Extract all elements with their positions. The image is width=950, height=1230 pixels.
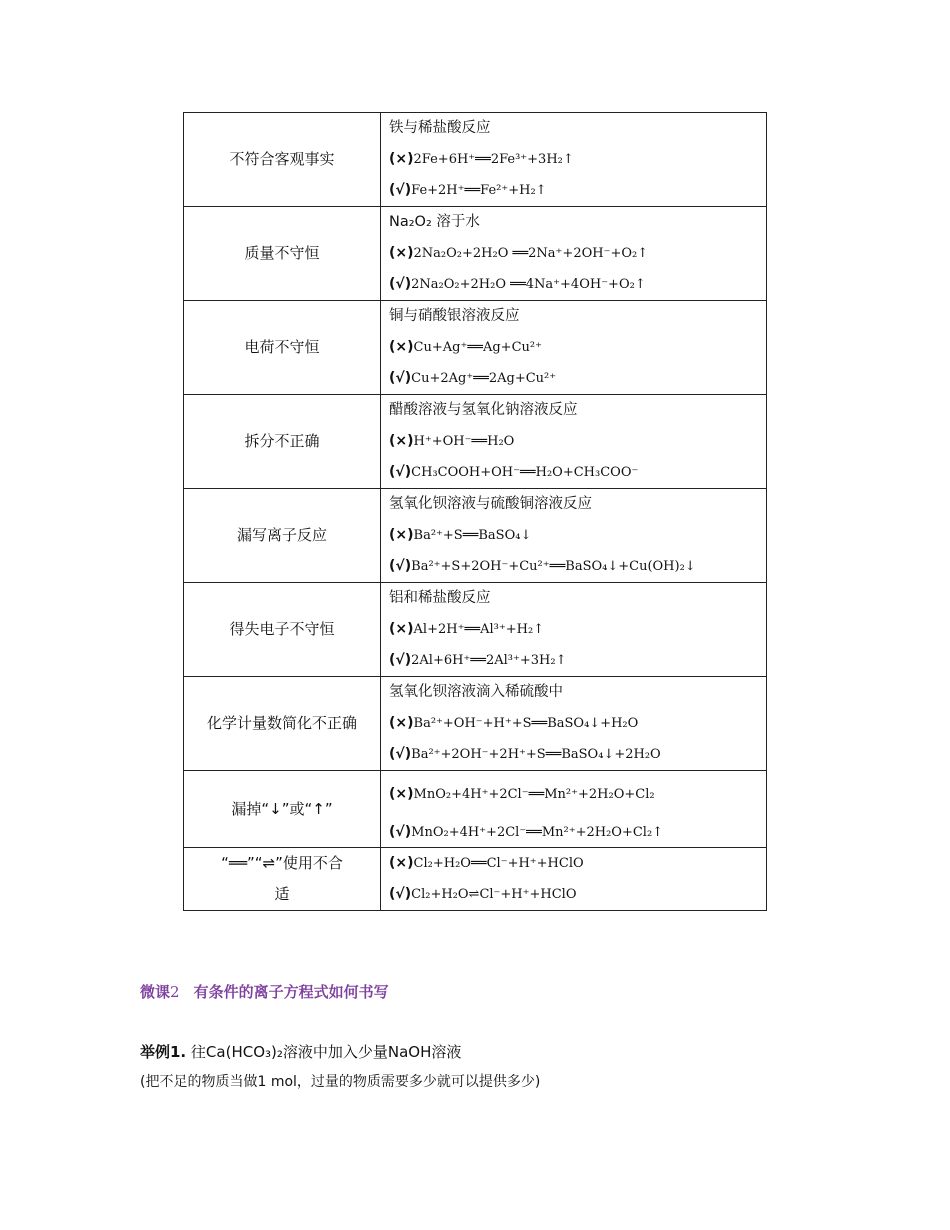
error-category	[184, 848, 381, 911]
ion-equation-error-table	[183, 112, 767, 911]
reaction-title: 醋酸溶液与氢氧化钠溶液反应	[389, 402, 578, 418]
table-row	[184, 583, 767, 677]
example-cell	[381, 677, 767, 771]
right-equation-line	[389, 645, 766, 676]
right-equation: CH₃COOH+OH⁻══H₂O+CH₃COO⁻	[411, 465, 639, 480]
wrong-mark: (×)	[389, 151, 414, 167]
section-title: 有条件的离子方程式如何书写	[193, 983, 389, 1001]
example-line	[140, 1041, 461, 1062]
error-category-line-1: “══”“⇌”使用不合	[221, 854, 343, 872]
example-cell	[381, 771, 767, 848]
error-category: 电荷不守恒	[184, 301, 381, 395]
example-cell	[381, 113, 767, 207]
section-heading	[140, 981, 389, 1002]
right-mark: (√)	[389, 652, 412, 668]
table-row	[184, 848, 767, 911]
wrong-equation: Cu+Ag⁺══Ag+Cu²⁺	[413, 340, 542, 355]
reaction-title: 铝和稀盐酸反应	[389, 590, 491, 606]
wrong-equation-line	[389, 238, 766, 269]
wrong-equation-line	[389, 332, 766, 363]
wrong-equation: Cl₂+H₂O══Cl⁻+H⁺+HClO	[413, 856, 584, 871]
wrong-mark: (×)	[389, 715, 414, 731]
table-row	[184, 113, 767, 207]
wrong-equation: Ba²⁺+S══BaSO₄↓	[413, 528, 532, 543]
right-mark: (√)	[389, 886, 412, 902]
wrong-equation: Al+2H⁺══Al³⁺+H₂↑	[413, 622, 545, 637]
example-cell	[381, 395, 767, 489]
reaction-title: 氢氧化钡溶液滴入稀硫酸中	[389, 684, 563, 700]
right-equation-line	[389, 809, 766, 847]
example-cell	[381, 848, 767, 911]
error-category-line-2: 适	[274, 885, 290, 903]
right-equation-line	[389, 363, 766, 394]
right-equation: Cl₂+H₂O⇌Cl⁻+H⁺+HClO	[411, 887, 577, 902]
right-equation: 2Na₂O₂+2H₂O ══4Na⁺+4OH⁻+O₂↑	[411, 277, 646, 292]
wrong-equation-line	[389, 614, 766, 645]
error-category: 化学计量数简化不正确	[184, 677, 381, 771]
wrong-mark: (×)	[389, 855, 414, 871]
wrong-mark: (×)	[389, 527, 414, 543]
wrong-mark: (×)	[389, 433, 414, 449]
wrong-mark: (×)	[389, 621, 414, 637]
right-equation-line	[389, 457, 766, 488]
wrong-equation-line	[389, 848, 766, 879]
hint-note: (把不足的物质当做1 mol，过量的物质需要多少就可以提供多少)	[140, 1074, 541, 1090]
error-category: 拆分不正确	[184, 395, 381, 489]
example-cell	[381, 207, 767, 301]
right-equation: Ba²⁺+2OH⁻+2H⁺+S══BaSO₄↓+2H₂O	[411, 747, 661, 762]
example-cell	[381, 301, 767, 395]
wrong-equation: H⁺+OH⁻══H₂O	[413, 434, 515, 449]
right-equation: Cu+2Ag⁺══2Ag+Cu²⁺	[411, 371, 557, 386]
reaction-title: 氢氧化钡溶液与硫酸铜溶液反应	[389, 496, 592, 512]
right-mark: (√)	[389, 558, 412, 574]
right-equation: Ba²⁺+S+2OH⁻+Cu²⁺══BaSO₄↓+Cu(OH)₂↓	[411, 559, 696, 574]
right-equation-line	[389, 739, 766, 770]
right-mark: (√)	[389, 824, 412, 840]
right-equation-line	[389, 175, 766, 206]
example-cell	[381, 583, 767, 677]
error-category: 漏写离子反应	[184, 489, 381, 583]
table-row	[184, 489, 767, 583]
section-number: 2	[170, 983, 180, 1001]
example-cell	[381, 489, 767, 583]
right-equation: MnO₂+4H⁺+2Cl⁻══Mn²⁺+2H₂O+Cl₂↑	[411, 825, 664, 840]
wrong-equation: 2Fe+6H⁺══2Fe³⁺+3H₂↑	[413, 152, 574, 167]
right-equation-line	[389, 551, 766, 582]
right-mark: (√)	[389, 370, 412, 386]
reaction-title: 铜与硝酸银溶液反应	[389, 308, 520, 324]
wrong-equation: Ba²⁺+OH⁻+H⁺+S══BaSO₄↓+H₂O	[413, 716, 639, 731]
right-mark: (√)	[389, 182, 412, 198]
error-category: 漏掉“↓”或“↑”	[184, 771, 381, 848]
right-mark: (√)	[389, 746, 412, 762]
wrong-equation: 2Na₂O₂+2H₂O ══2Na⁺+2OH⁻+O₂↑	[413, 246, 649, 261]
table-row	[184, 301, 767, 395]
right-mark: (√)	[389, 464, 412, 480]
table-row	[184, 677, 767, 771]
example-text: 往Ca(HCO₃)₂溶液中加入少量NaOH溶液	[190, 1043, 462, 1061]
table-row	[184, 207, 767, 301]
wrong-mark: (×)	[389, 786, 414, 802]
wrong-equation-line	[389, 144, 766, 175]
table-row	[184, 771, 767, 848]
wrong-equation-line	[389, 426, 766, 457]
error-category: 质量不守恒	[184, 207, 381, 301]
right-equation-line	[389, 269, 766, 300]
right-mark: (√)	[389, 276, 412, 292]
wrong-mark: (×)	[389, 339, 414, 355]
section-label: 微课	[140, 983, 171, 1001]
reaction-title: Na₂O₂ 溶于水	[389, 214, 480, 230]
right-equation: 2Al+6H⁺══2Al³⁺+3H₂↑	[411, 653, 567, 668]
example-label: 举例1.	[140, 1043, 187, 1061]
error-category: 不符合客观事实	[184, 113, 381, 207]
right-equation-line	[389, 879, 766, 910]
wrong-equation-line	[389, 771, 766, 809]
error-category: 得失电子不守恒	[184, 583, 381, 677]
reaction-title: 铁与稀盐酸反应	[389, 120, 491, 136]
wrong-equation-line	[389, 708, 766, 739]
table-row	[184, 395, 767, 489]
wrong-equation: MnO₂+4H⁺+2Cl⁻══Mn²⁺+2H₂O+Cl₂	[413, 787, 655, 802]
right-equation: Fe+2H⁺══Fe²⁺+H₂↑	[411, 183, 547, 198]
wrong-mark: (×)	[389, 245, 414, 261]
wrong-equation-line	[389, 520, 766, 551]
